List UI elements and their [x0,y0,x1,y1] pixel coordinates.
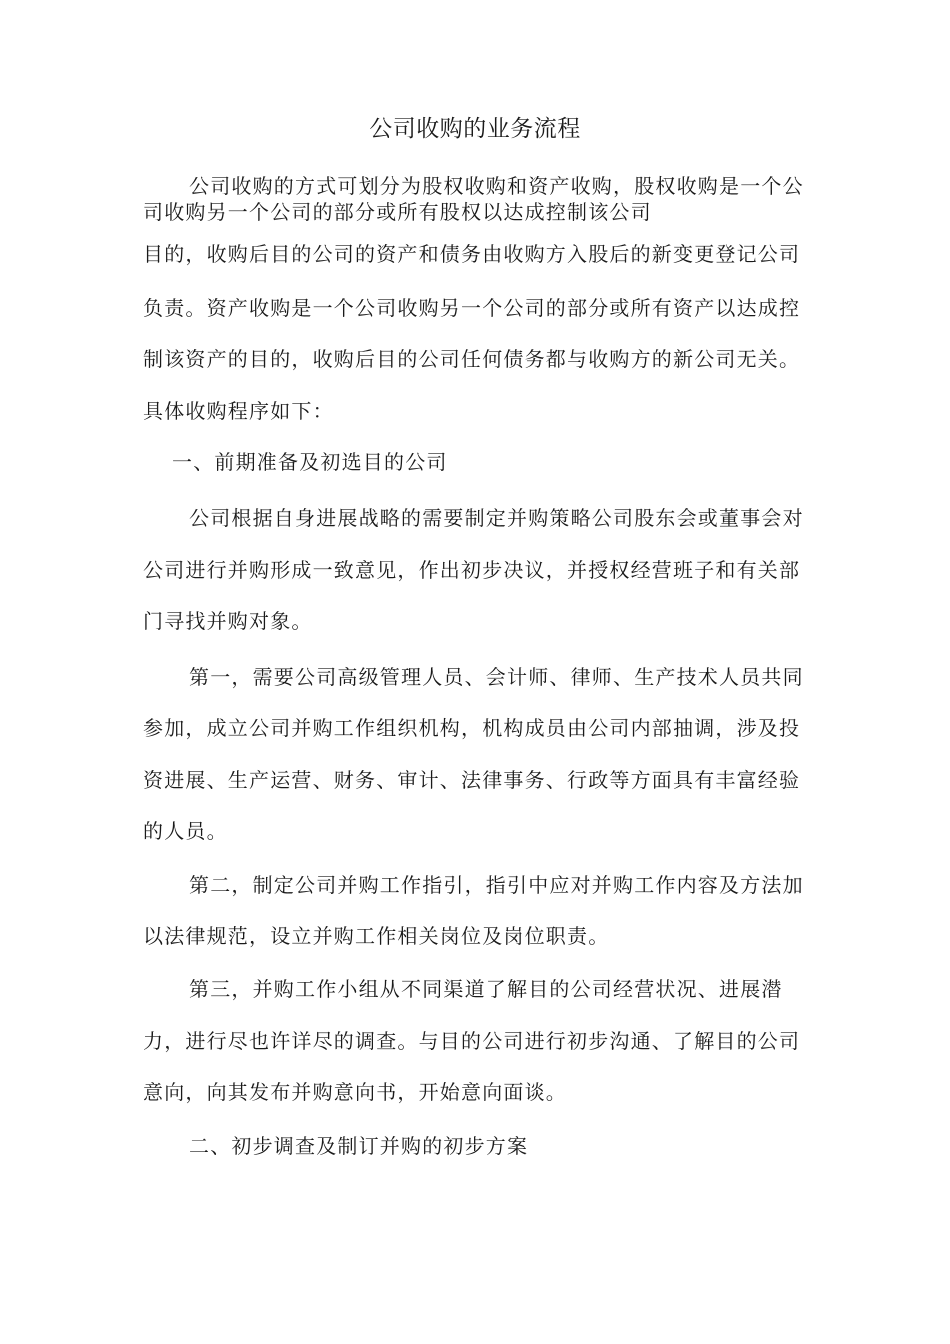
paragraph-line: 意向，向其发布并购意向书，开始意向面谈。 [143,1080,567,1104]
paragraph-line: 参加，成立公司并购工作组织机构，机构成员由公司内部抽调，涉及投 [143,716,801,740]
paragraph-line: 制该资产的目的，收购后目的公司任何债务都与收购方的新公司无关。 [143,347,801,371]
paragraph-line: 公司收购的方式可划分为股权收购和资产收购，股权收购是一个公 [189,174,804,198]
paragraph-line: 第三，并购工作小组从不同渠道了解目的公司经营状况、进展潜 [189,977,783,1001]
document-title: 公司收购的业务流程 [369,116,581,142]
paragraph-line: 资进展、生产运营、财务、审计、法律事务、行政等方面具有丰富经验 [143,768,801,792]
paragraph-line: 力，进行尽也许详尽的调查。与目的公司进行初步沟通、了解目的公司 [143,1029,801,1053]
section-heading: 二、初步调查及制订并购的初步方案 [189,1134,529,1158]
paragraph-line: 第二，制定公司并购工作指引，指引中应对并购工作内容及方法加 [189,873,804,897]
paragraph-line: 的人员。 [143,819,228,843]
paragraph-line: 司收购另一个公司的部分或所有股权以达成控制该公司 [143,200,652,224]
paragraph-line: 负责。资产收购是一个公司收购另一个公司的部分或所有资产以达成控 [143,296,801,320]
section-heading: 一、前期准备及初选目的公司 [172,450,448,474]
paragraph-line: 第一，需要公司高级管理人员、会计师、律师、生产技术人员共同 [189,665,804,689]
paragraph-line: 公司进行并购形成一致意见，作出初步决议，并授权经营班子和有关部 [143,558,801,582]
paragraph-line: 门寻找并购对象。 [143,609,313,633]
paragraph-line: 目的，收购后目的公司的资产和债务由收购方入股后的新变更登记公司 [143,242,801,266]
paragraph-line: 公司根据自身进展战略的需要制定并购策略公司股东会或董事会对 [189,506,804,530]
paragraph-line: 具体收购程序如下： [143,399,334,423]
paragraph-line: 以法律规范，设立并购工作相关岗位及岗位职责。 [143,924,610,948]
